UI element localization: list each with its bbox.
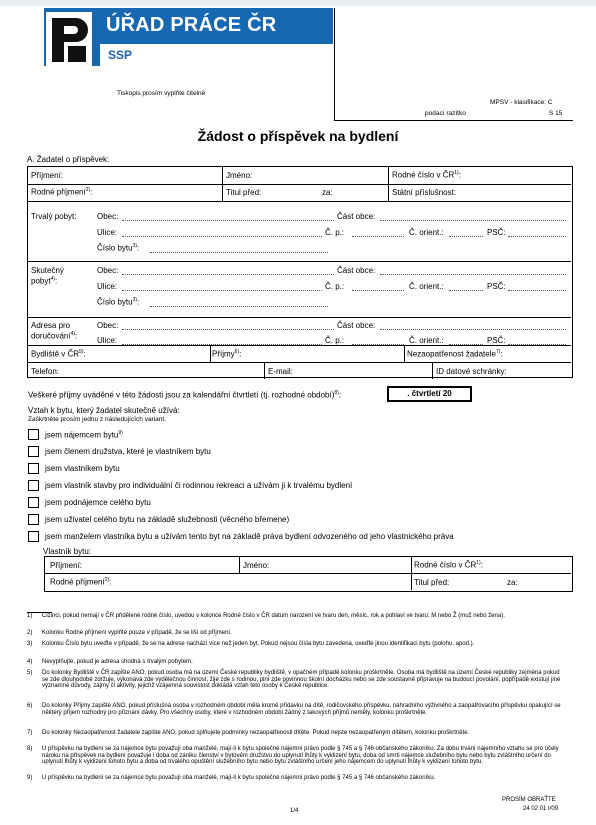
label-psc: PSČ:: [487, 336, 506, 345]
owner-label-titul-pred: Titul před:: [414, 578, 450, 587]
label-za: za:: [322, 188, 333, 197]
label-nezaopatrenost: Nezaopatřenost žadatele$^{7)}$:: [407, 349, 503, 359]
label-psc: PSČ:: [487, 282, 506, 291]
label-bydliste: Bydliště v ČR$^{5)}$:: [31, 349, 86, 359]
dotted-line: [122, 329, 334, 330]
footnote-number: 4): [27, 659, 33, 665]
label-jmeno: Jméno:: [226, 171, 253, 180]
label-rodne-cislo: Rodné číslo v ČR$^{1)}$:: [392, 170, 461, 180]
form-code: S 15: [549, 110, 563, 117]
header-title: ÚŘAD PRÁCE ČR: [106, 14, 277, 36]
option-label: jsem nájemcem bytu$^{9)}$: [45, 430, 123, 440]
section-a-heading: A. Žadatel o příspěvek:: [27, 155, 110, 164]
footnote-text: U příspěvku na bydlení se za nájemce bytu považují oba manželé, mají-li k bytu společné nájemní právo podle § 745 a § 746 občanského zákoníku.: [42, 775, 436, 781]
label-ulice: Ulice:: [97, 228, 118, 237]
label-telefon: Telefon:: [31, 367, 60, 376]
footnote-text: Do kolonky Bydliště v ČR zapište ANO, pokud osoba má na území České republiky bydliště, v opačném případě kolonku proškrtněte. Osoba má bydliště na území České republiky zejména pokud se zde dlouhodobě zdržuje, vykonává zde výdělečnou činnost, žije zde s rodinou, plní zde povinnou školní docházku nebo se zde soustavně připravuje na budoucí povolání, popřípadě existují jiné významné důvody, zájmy či aktivity, jejichž vzájemná souvislost dokládá vztah této osoby k České republice.: [42, 670, 561, 690]
label-statni-prislusnost: Státní příslušnost:: [392, 188, 457, 197]
label-obec: Obec:: [97, 321, 119, 330]
option-label: jsem uživatel celého bytu na základě služebnosti (věcného břemene): [45, 515, 290, 524]
footnote-number: 9): [27, 775, 33, 781]
label-skutecny-pobyt-2: pobyt$^{4)}$:: [31, 276, 58, 286]
footnote-number: 6): [27, 703, 33, 709]
dotted-line: [380, 274, 566, 275]
label-adresa-dorucovani-2: doručování$^{4)}$:: [31, 331, 78, 341]
urad-prace-logo-icon: [46, 12, 92, 66]
vztah-note: Zaškrtněte prosím jednu z následujících variant.: [28, 416, 167, 423]
footnote-number: 2): [27, 630, 33, 636]
owner-label-jmeno: Jméno:: [243, 561, 270, 570]
header-subtitle: SSP: [108, 48, 136, 62]
dotted-line: [352, 290, 404, 291]
dotted-line: [449, 290, 483, 291]
dotted-line: [508, 344, 566, 345]
label-prijmeni: Příjmení:: [31, 171, 64, 180]
dotted-line: [122, 220, 334, 221]
dotted-line: [352, 344, 404, 345]
footnote-number: 1): [27, 613, 33, 619]
footnote-text: Kolonku Číslo bytu uveďte v případě, že se na adrese nachází více než jeden byt. Pokud nejsou čísla bytu zavedena, uveďte jinou identifikaci bytu (polohu, apod.).: [42, 641, 475, 647]
label-c-orient: Č. orient.:: [409, 228, 444, 237]
footnote-text: Nevyplňujte, pokud je adresa shodná s trvalým pobytem.: [42, 659, 193, 665]
dotted-line: [449, 236, 483, 237]
option-label: jsem členem družstva, které je vlastníkem bytu: [45, 447, 211, 456]
option-label: jsem manželem vlastníka bytu a užívám tento byt na základě práva bydlení odvozeného od jeho vlastnického práva: [45, 532, 454, 541]
dotted-line: [122, 274, 334, 275]
checkbox-najemce[interactable]: [28, 429, 39, 440]
label-adresa-dorucovani: Adresa pro: [31, 321, 71, 330]
label-prijmy: Příjmy$^{6)}$:: [212, 349, 242, 359]
turn-page-note: PROSÍM OBRAŤTE: [502, 797, 556, 803]
label-ulice: Ulice:: [97, 282, 118, 291]
income-question: Veškeré příjmy uváděné v této žádosti jsou za kalendářní čtvrtletí (tj. rozhodné období)$^{8)}$:: [28, 390, 342, 400]
checkbox-manzel-vlastnika[interactable]: [28, 531, 39, 542]
option-label: jsem podnájemce celého bytu: [45, 498, 151, 507]
dotted-line: [352, 236, 404, 237]
label-cast-obce: Část obce:: [337, 266, 376, 275]
label-c-orient: Č. orient.:: [409, 336, 444, 345]
dotted-line: [508, 290, 566, 291]
checkbox-rekreace[interactable]: [28, 480, 39, 491]
vztah-heading: Vztah k bytu, který žadatel skutečně užívá:: [28, 406, 180, 415]
dotted-line: [122, 290, 322, 291]
owner-label-za: za:: [507, 578, 518, 587]
label-email: E-mail:: [268, 367, 293, 376]
checkbox-sluzebnost[interactable]: [28, 514, 39, 525]
owner-label-rodne-prijmeni: Rodné příjmení$^{2)}$:: [50, 577, 112, 587]
label-cast-obce: Část obce:: [337, 321, 376, 330]
owner-label-prijmeni: Příjmení:: [50, 561, 83, 570]
owner-label-rodne-cislo: Rodné číslo v ČR$^{1)}$:: [414, 560, 483, 570]
dotted-line: [380, 329, 566, 330]
dotted-line: [449, 344, 483, 345]
footnote-text: Kolonku Rodné příjmení vyplňte pouze v případě, že se liší od příjmení.: [42, 630, 232, 636]
label-titul-pred: Titul před:: [226, 188, 262, 197]
dotted-line: [122, 344, 322, 345]
label-cislo-bytu: Číslo bytu$^{3)}$:: [97, 243, 140, 253]
label-obec: Obec:: [97, 266, 119, 275]
dotted-line: [508, 236, 566, 237]
label-rodne-prijmeni: Rodné příjmení$^{2)}$:: [31, 187, 93, 197]
classification: MPSV - klasifikace: C: [490, 99, 553, 106]
label-cislo-bytu: Číslo bytu$^{3)}$:: [97, 297, 140, 307]
dotted-line: [122, 236, 322, 237]
footnote-number: 5): [27, 670, 33, 676]
label-cast-obce: Část obce:: [337, 212, 376, 221]
footnote-number: 3): [27, 641, 33, 647]
label-cp: Č. p.:: [325, 336, 345, 345]
footnote-number: 8): [27, 746, 33, 752]
owner-heading: Vlastník bytu:: [43, 547, 92, 556]
dotted-line: [150, 306, 328, 307]
checkbox-vlastnik[interactable]: [28, 463, 39, 474]
checkbox-clen-druzstva[interactable]: [28, 446, 39, 457]
quarter-field[interactable]: . čtvrtletí 20: [387, 386, 472, 402]
page-title: Žádost o příspěvek na bydlení: [197, 128, 399, 144]
checkbox-podnajemce[interactable]: [28, 497, 39, 508]
footnote-text: Do kolonky Příjmy zapište ANO, pokud příslušná osoba v rozhodném období měla kromě přídavku na dítě, rodičovského příspěvku, náhradního výživného a zaopatřovacího příspěvku opakující se některý příjem rozhodný pro přiznání dávky. Pro všechny osoby, které v rozhodném období žádný z takových příjmů neměly, kolonku proškrtněte.: [42, 703, 561, 716]
instruction-text: Tiskopis prosím vyplňte čitelně: [117, 90, 206, 97]
top-strip: [0, 0, 596, 6]
footnote-text: U příspěvku na bydlení se za nájemce bytu považují oba manželé, mají-li k bytu společné nájemní právo podle § 745 a § 746 občanského zákoníku. Za dobu trvání nájemního vztahu se pro účely nároku na příspěvek na bydlení považuje i doba od zániku členství v bytovém družstvu do uplynutí lhůty k vyklizení bytu, doba od smrti nájemce služebního bytu nebo bytu zvláštního určení do uplynutí lhůty k vyklizení tohoto bytu a doba od trvalého opuštění služebního bytu nebo bytu zvláštního určení jeho nájemcem do uplynutí lhůty k vyklizení tohoto bytu.: [42, 746, 559, 766]
label-c-orient: Č. orient.:: [409, 282, 444, 291]
label-skutecny-pobyt: Skutečný: [31, 266, 64, 275]
option-label: jsem vlastník stavby pro individuální či rodinnou rekreaci a užívám ji k trvalému bydlení: [45, 481, 353, 490]
footnote-text: Cizinci, pokud nemají v ČR přidělené rodné číslo, uvedou v kolonce Rodné číslo v ČR datum narození ve tvaru den, měsíc, rok a pohlaví ve tvaru: M nebo Ž (muž nebo žena).: [42, 613, 505, 619]
stamp-label: podací razítko: [425, 110, 466, 117]
label-cp: Č. p.:: [325, 228, 345, 237]
dotted-line: [150, 252, 328, 253]
label-ulice: Ulice:: [97, 336, 118, 345]
label-psc: PSČ:: [487, 228, 506, 237]
owner-table: [44, 556, 573, 592]
dotted-line: [380, 220, 566, 221]
label-cp: Č. p.:: [325, 282, 345, 291]
label-obec: Obec:: [97, 212, 119, 221]
page-number: 1/4: [290, 808, 299, 814]
option-label: jsem vlastníkem bytu: [45, 464, 120, 473]
label-trvaly-pobyt: Trvalý pobyt:: [31, 212, 77, 221]
label-datova-schranka: ID datové schránky:: [436, 367, 507, 376]
footnote-number: 7): [27, 730, 33, 736]
footnote-text: Do kolonky Nezaopatřenost žadatele zapište ANO, pokud splňujete podmínky nezaopatřenosti dítěte. Pokud nejste nezaopatřeným dítětem, kolonku proškrtněte.: [42, 730, 470, 736]
form-number: 24 02 01 I/09: [523, 806, 559, 812]
